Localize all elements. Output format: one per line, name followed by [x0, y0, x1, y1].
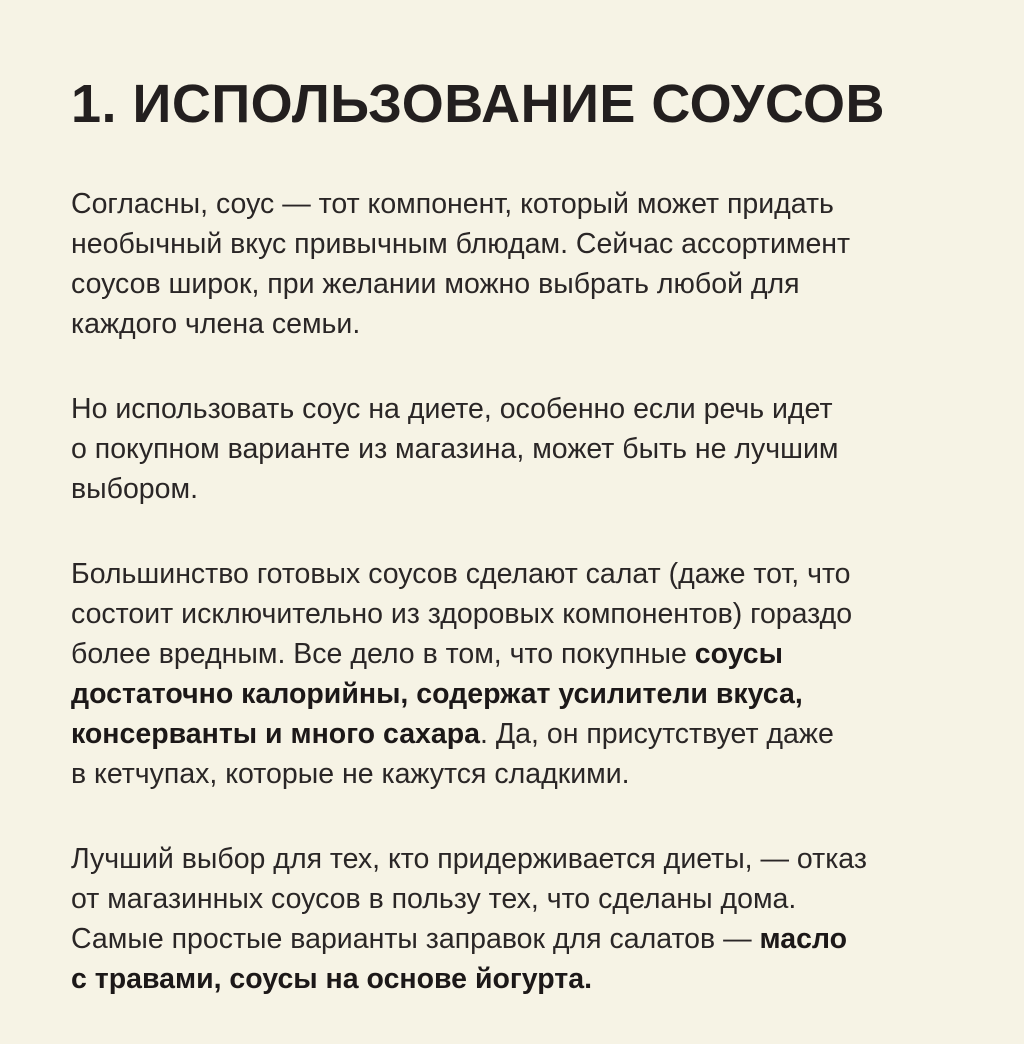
text-run: Самые простые варианты заправок для салатов — — [71, 923, 760, 955]
text-line — [71, 389, 991, 429]
paragraph — [71, 184, 991, 344]
page-title: 1. ИСПОЛЬЗОВАНИЕ СОУСОВ — [71, 74, 885, 134]
paragraph — [71, 389, 991, 509]
text-line — [71, 674, 991, 714]
text-line — [71, 839, 991, 879]
text-line — [71, 304, 991, 344]
article-body — [71, 184, 991, 999]
text-line — [71, 469, 991, 509]
bold-text: масло — [759, 923, 848, 955]
text-run: Согласны, соус — тот компонент, который может придать — [71, 188, 834, 220]
text-line — [71, 224, 991, 264]
text-run: состоит исключительно из здоровых компонентов) гораздо — [71, 598, 853, 630]
text-line — [71, 634, 991, 674]
text-run: Лучший выбор для тех, кто придерживается диеты, — отказ — [71, 843, 867, 875]
text-run: от магазинных соусов в пользу тех, что сделаны дома. — [71, 883, 797, 915]
bold-text: достаточно калорийны, содержат усилители вкуса, — [71, 678, 803, 710]
text-line — [71, 959, 991, 999]
text-line — [71, 594, 991, 634]
paragraph — [71, 554, 991, 794]
text-run: выбором. — [71, 473, 199, 505]
text-run: в кетчупах, которые не кажутся сладкими. — [71, 758, 630, 790]
text-line — [71, 429, 991, 469]
bold-text: соусы — [694, 638, 783, 670]
text-line — [71, 754, 991, 794]
text-run: необычный вкус привычным блюдам. Сейчас ассортимент — [71, 228, 851, 260]
text-line — [71, 714, 991, 754]
text-run: . Да, он присутствует даже — [480, 718, 834, 750]
text-line — [71, 184, 991, 224]
text-run: каждого члена семьи. — [71, 308, 361, 340]
text-run: более вредным. Все дело в том, что покупные — [71, 638, 695, 670]
article — [71, 72, 991, 1044]
paragraph — [71, 839, 991, 999]
text-line — [71, 264, 991, 304]
text-line — [71, 919, 991, 959]
text-run: Большинство готовых соусов сделают салат (даже тот, что — [71, 558, 851, 590]
text-run: Но использовать соус на диете, особенно если речь идет — [71, 393, 833, 425]
text-line — [71, 554, 991, 594]
bold-text: консерванты и много сахара — [71, 718, 481, 750]
text-run: соусов широк, при желании можно выбрать любой для — [71, 268, 800, 300]
text-line — [71, 879, 991, 919]
bold-text: с травами, соусы на основе йогурта. — [71, 963, 592, 995]
text-run: о покупном варианте из магазина, может быть не лучшим — [71, 433, 839, 465]
